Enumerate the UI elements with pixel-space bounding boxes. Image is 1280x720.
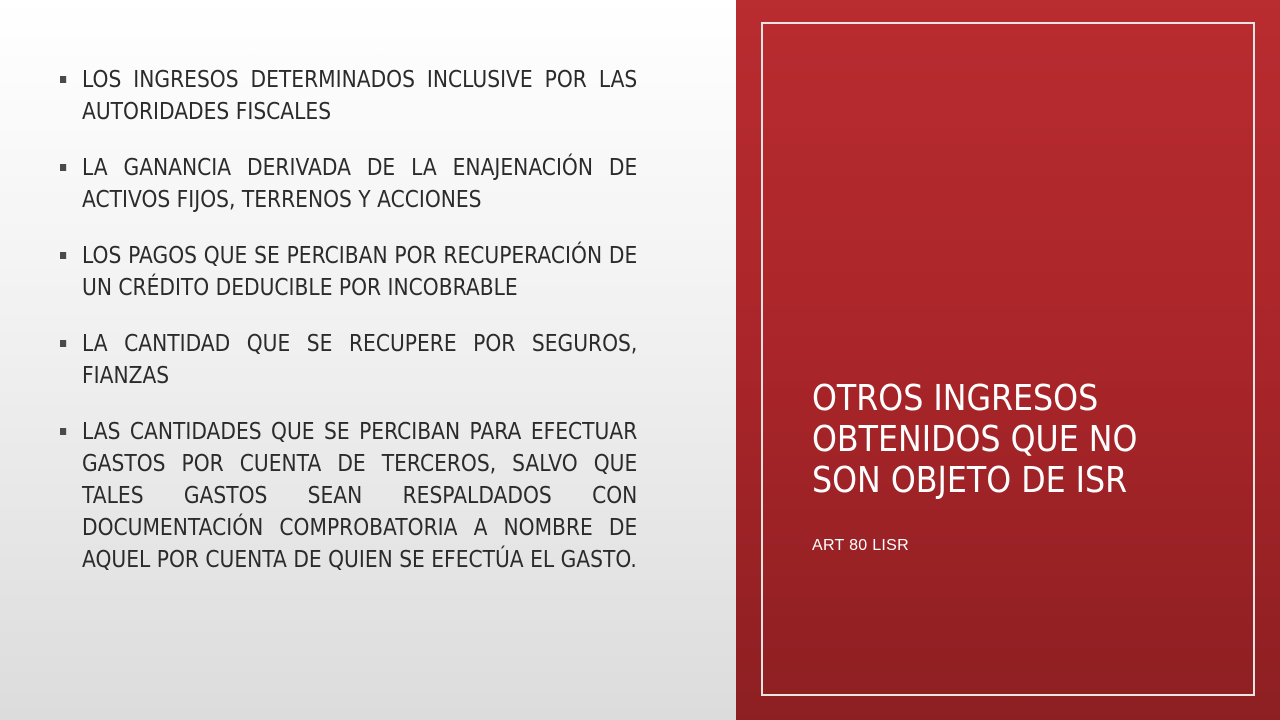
bullet-item bbox=[60, 152, 637, 216]
bullet-text: LA GANANCIA DERIVADA DE LA ENAJENACIÓN DE ACTIVOS FIJOS, TERRENOS Y ACCIONES bbox=[82, 155, 638, 213]
bullet-item bbox=[60, 328, 637, 392]
square-bullet-icon bbox=[60, 76, 66, 83]
bullet-text: LOS PAGOS QUE SE PERCIBAN POR RECUPERACIÓN DE UN CRÉDITO DEDUCIBLE POR INCOBRABLE bbox=[82, 243, 638, 301]
slide-subtitle: ART 80 LISR bbox=[812, 537, 909, 554]
square-bullet-icon bbox=[60, 252, 66, 259]
bullet-list bbox=[60, 64, 664, 600]
bullet-text: LOS INGRESOS DETERMINADOS INCLUSIVE POR LAS AUTORIDADES FISCALES bbox=[82, 67, 638, 125]
slide-title: OTROS INGRESOS OBTENIDOS QUE NO SON OBJETO DE ISR bbox=[812, 378, 1138, 501]
square-bullet-icon bbox=[60, 340, 66, 347]
bullet-text: LA CANTIDAD QUE SE RECUPERE POR SEGUROS, FIANZAS bbox=[82, 331, 638, 389]
square-bullet-icon bbox=[60, 164, 66, 171]
title-panel bbox=[736, 0, 1280, 720]
square-bullet-icon bbox=[60, 428, 66, 435]
bullet-item bbox=[60, 240, 637, 304]
bullet-item bbox=[60, 64, 637, 128]
bullet-item bbox=[60, 416, 637, 576]
bullet-text: LAS CANTIDADES QUE SE PERCIBAN PARA EFECTUAR GASTOS POR CUENTA DE TERCEROS, SALVO QUE TALES GASTOS SEAN RESPALDADOS CON DOCUMENTACIÓN COMPROBATORIA A NOMBRE DE AQUEL POR CUENTA DE QUIEN SE EFECTÚA EL GASTO. bbox=[82, 419, 638, 573]
decorative-frame bbox=[761, 22, 1255, 696]
